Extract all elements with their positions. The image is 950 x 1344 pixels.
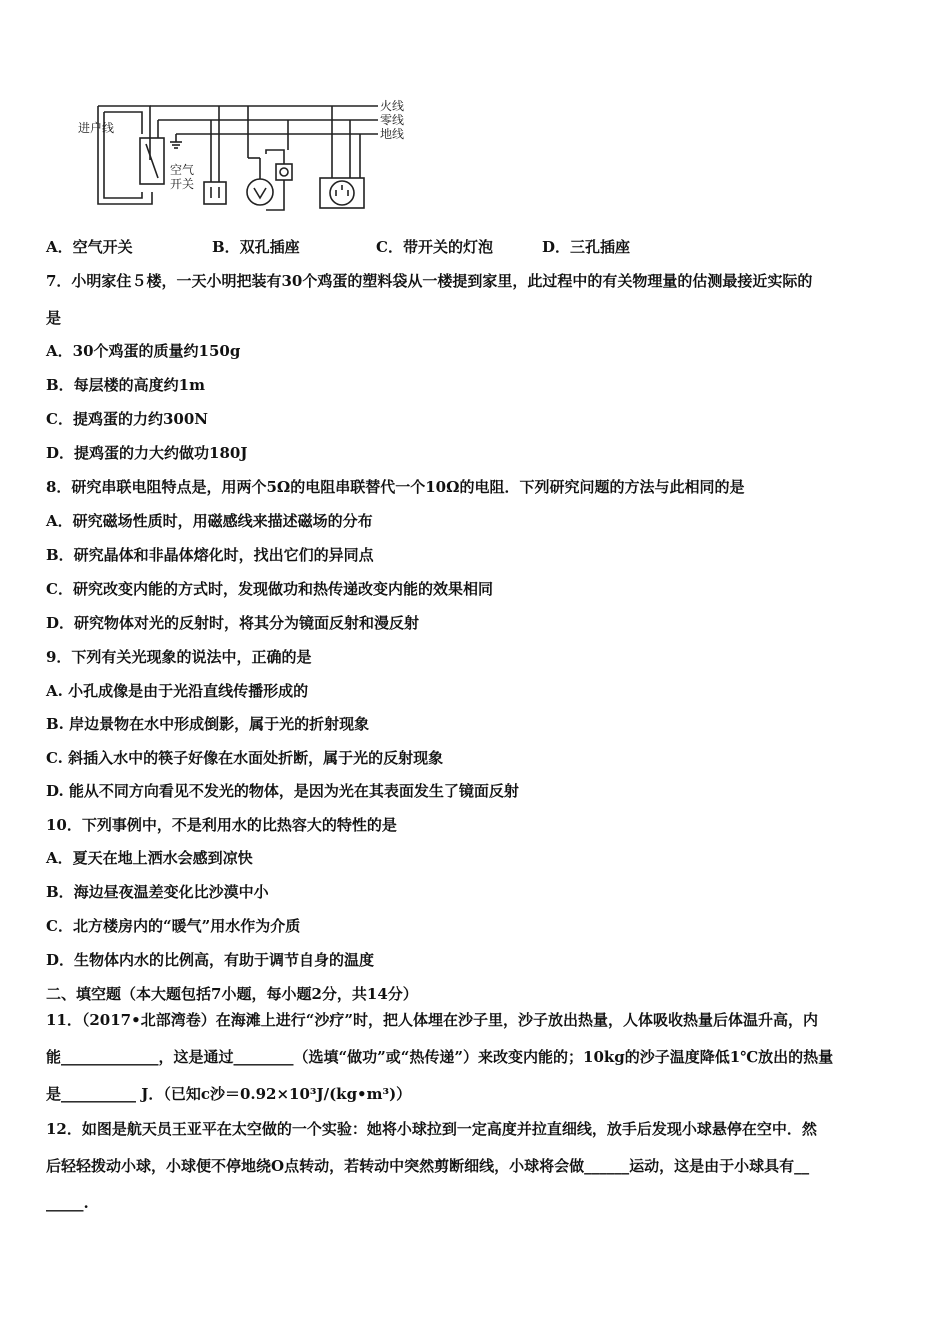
q9-option-b: B. 岸边景物在水中形成倒影，属于光的折射现象	[46, 715, 370, 733]
section-2-title: 二、填空题（本大题包括7小题，每小题2分，共14分）	[46, 985, 418, 1003]
q7-stem-2: 是	[46, 309, 62, 327]
q8-option-b: B．研究晶体和非晶体熔化时，找出它们的异同点	[46, 546, 374, 564]
q8-option-a: A．研究磁场性质时，用磁感线来描述磁场的分布	[46, 512, 373, 530]
q11-line-2: 能_____________，这是通过________（选填“做功”或“热传递”）来改变内能的；10kg的沙子温度降低1℃放出的热量	[46, 1048, 834, 1066]
lamp-switch	[276, 164, 292, 180]
q6-option-a: A．空气开关	[46, 238, 133, 256]
q10-option-d: D．生物体内水的比例高，有助于调节自身的温度	[46, 951, 375, 969]
entry-line-label: 进户线	[78, 121, 115, 135]
q6-options	[46, 236, 926, 256]
q9-option-c: C. 斜插入水中的筷子好像在水面处折断，属于光的反射现象	[46, 749, 444, 767]
q11-line-1: 11．（2017•北部湾卷）在海滩上进行“沙疗”时，把人体埋在沙子里，沙子放出热量，人体吸收热量后体温升高，内	[46, 1011, 818, 1029]
q6-option-d: D．三孔插座	[542, 238, 631, 256]
q6-option-c: C．带开关的灯泡	[376, 238, 493, 256]
q10-option-c: C．北方楼房内的“暖气”用水作为介质	[46, 917, 301, 935]
air-switch-label-2: 开关	[170, 177, 195, 191]
q8-stem: 8．研究串联电阻特点是，用两个5Ω的电阻串联替代一个10Ω的电阻．下列研究问题的方法与此相同的是	[46, 478, 745, 496]
two-hole-socket	[204, 182, 226, 204]
q7-option-b: B．每层楼的高度约1m	[46, 376, 205, 394]
three-hole-socket	[320, 178, 364, 208]
q10-stem: 10．下列事例中，不是利用水的比热容大的特性的是	[46, 816, 397, 834]
lamp-bulb	[247, 179, 273, 205]
live-wire-label: 火线	[380, 99, 405, 113]
q8-option-c: C．研究改变内能的方式时，发现做功和热传递改变内能的效果相同	[46, 580, 493, 598]
q9-stem: 9．下列有关光现象的说法中，正确的是	[46, 648, 312, 666]
q10-option-a: A．夏天在地上洒水会感到凉快	[46, 849, 253, 867]
q7-option-a: A．30个鸡蛋的质量约150g	[46, 342, 241, 360]
q7-stem-1: 7．小明家住５楼，一天小明把装有30个鸡蛋的塑料袋从一楼提到家里，此过程中的有关物理量的估测最接近实际的	[46, 272, 813, 290]
q9-option-d: D. 能从不同方向看见不发光的物体，是因为光在其表面发生了镜面反射	[46, 782, 519, 800]
q12-line-2: 后轻轻拨动小球，小球便不停地绕O点转动，若转动中突然剪断细线，小球将会做______运动，这是由于小球具有__	[46, 1157, 810, 1175]
q11-line-3: 是__________ J．（已知c沙＝0.92×10³J/(kg•m³)）	[46, 1085, 412, 1103]
circuit-diagram	[70, 92, 420, 220]
air-switch-label-1: 空气	[170, 163, 195, 177]
q9-option-a: A. 小孔成像是由于光沿直线传播形成的	[46, 682, 309, 700]
q10-option-b: B．海边昼夜温差变化比沙漠中小	[46, 883, 269, 901]
q8-option-d: D．研究物体对光的反射时，将其分为镜面反射和漫反射	[46, 614, 420, 632]
q7-option-d: D．提鸡蛋的力大约做功180J	[46, 444, 248, 462]
ground-wire-label: 地线	[380, 127, 405, 141]
q12-line-1: 12．如图是航天员王亚平在太空做的一个实验：她将小球拉到一定高度并拉直细线，放手后发现小球悬停在空中．然	[46, 1120, 817, 1138]
q12-line-3: _____.	[46, 1194, 89, 1212]
neutral-wire-label: 零线	[380, 113, 405, 127]
q6-option-b: B．双孔插座	[212, 238, 300, 256]
q7-option-c: C．提鸡蛋的力约300N	[46, 410, 208, 428]
